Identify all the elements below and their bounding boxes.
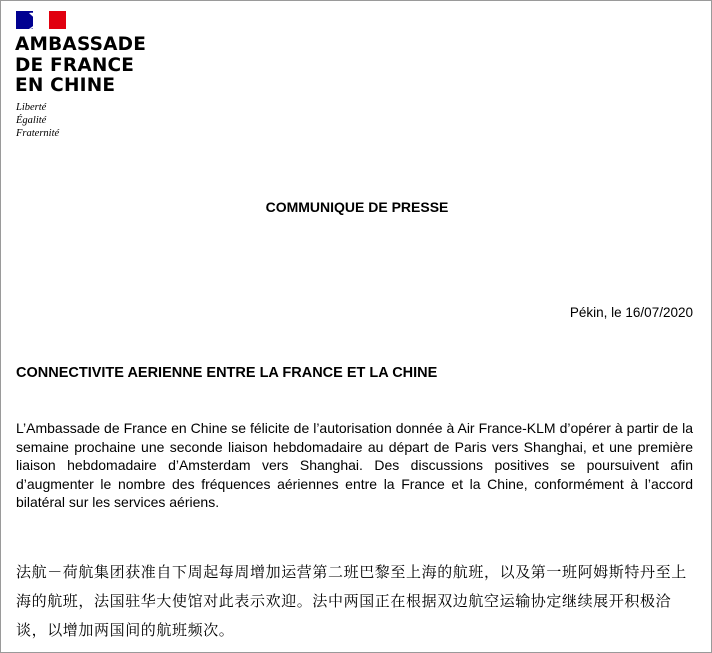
flag-red-band xyxy=(49,11,66,29)
republic-motto xyxy=(16,101,59,140)
paragraph-chinese: 法航－荷航集团获准自下周起每周增加运营第二班巴黎至上海的航班，以及第一班阿姆斯特丹至上海的航班，法国驻华大使馆对此表示欢迎。法中两国正在根据双边航空运输协定继续展开积极洽谈，以增加两国间的航班频次。 xyxy=(16,563,687,639)
paragraph-french: L’Ambassade de France en Chine se félicite de l’autorisation donnée à Air France-KLM d’opérer à partir de la semaine prochaine une seconde liaison hebdomadaire au départ de Paris vers Shanghai, et une première liaison hebdomadaire d’Amsterdam vers Shanghai. Des discussions positives se poursuivent afin d’augmenter le nombre des fréquences aériennes entre la France et la Chine, conformément à l’accord bilatéral sur les services aériens. xyxy=(16,420,693,510)
press-release-title: COMMUNIQUE DE PRESSE xyxy=(265,199,449,215)
headline: CONNECTIVITE AERIENNE ENTRE LA FRANCE ET LA CHINE xyxy=(16,365,438,381)
wordmark-line-2: DE FRANCE xyxy=(15,54,135,76)
embassy-wordmark xyxy=(15,35,146,97)
wordmark-line-3: EN CHINE xyxy=(15,75,116,96)
date-line: Pékin, le 16/07/2020 xyxy=(569,305,693,320)
marianne-flag-logo xyxy=(16,11,66,29)
wordmark-line-1: AMBASSADE xyxy=(15,34,147,55)
motto-egalite: Égalité xyxy=(16,115,47,126)
motto-liberte: Liberté xyxy=(16,102,47,113)
motto-fraternite: Fraternité xyxy=(16,128,60,139)
